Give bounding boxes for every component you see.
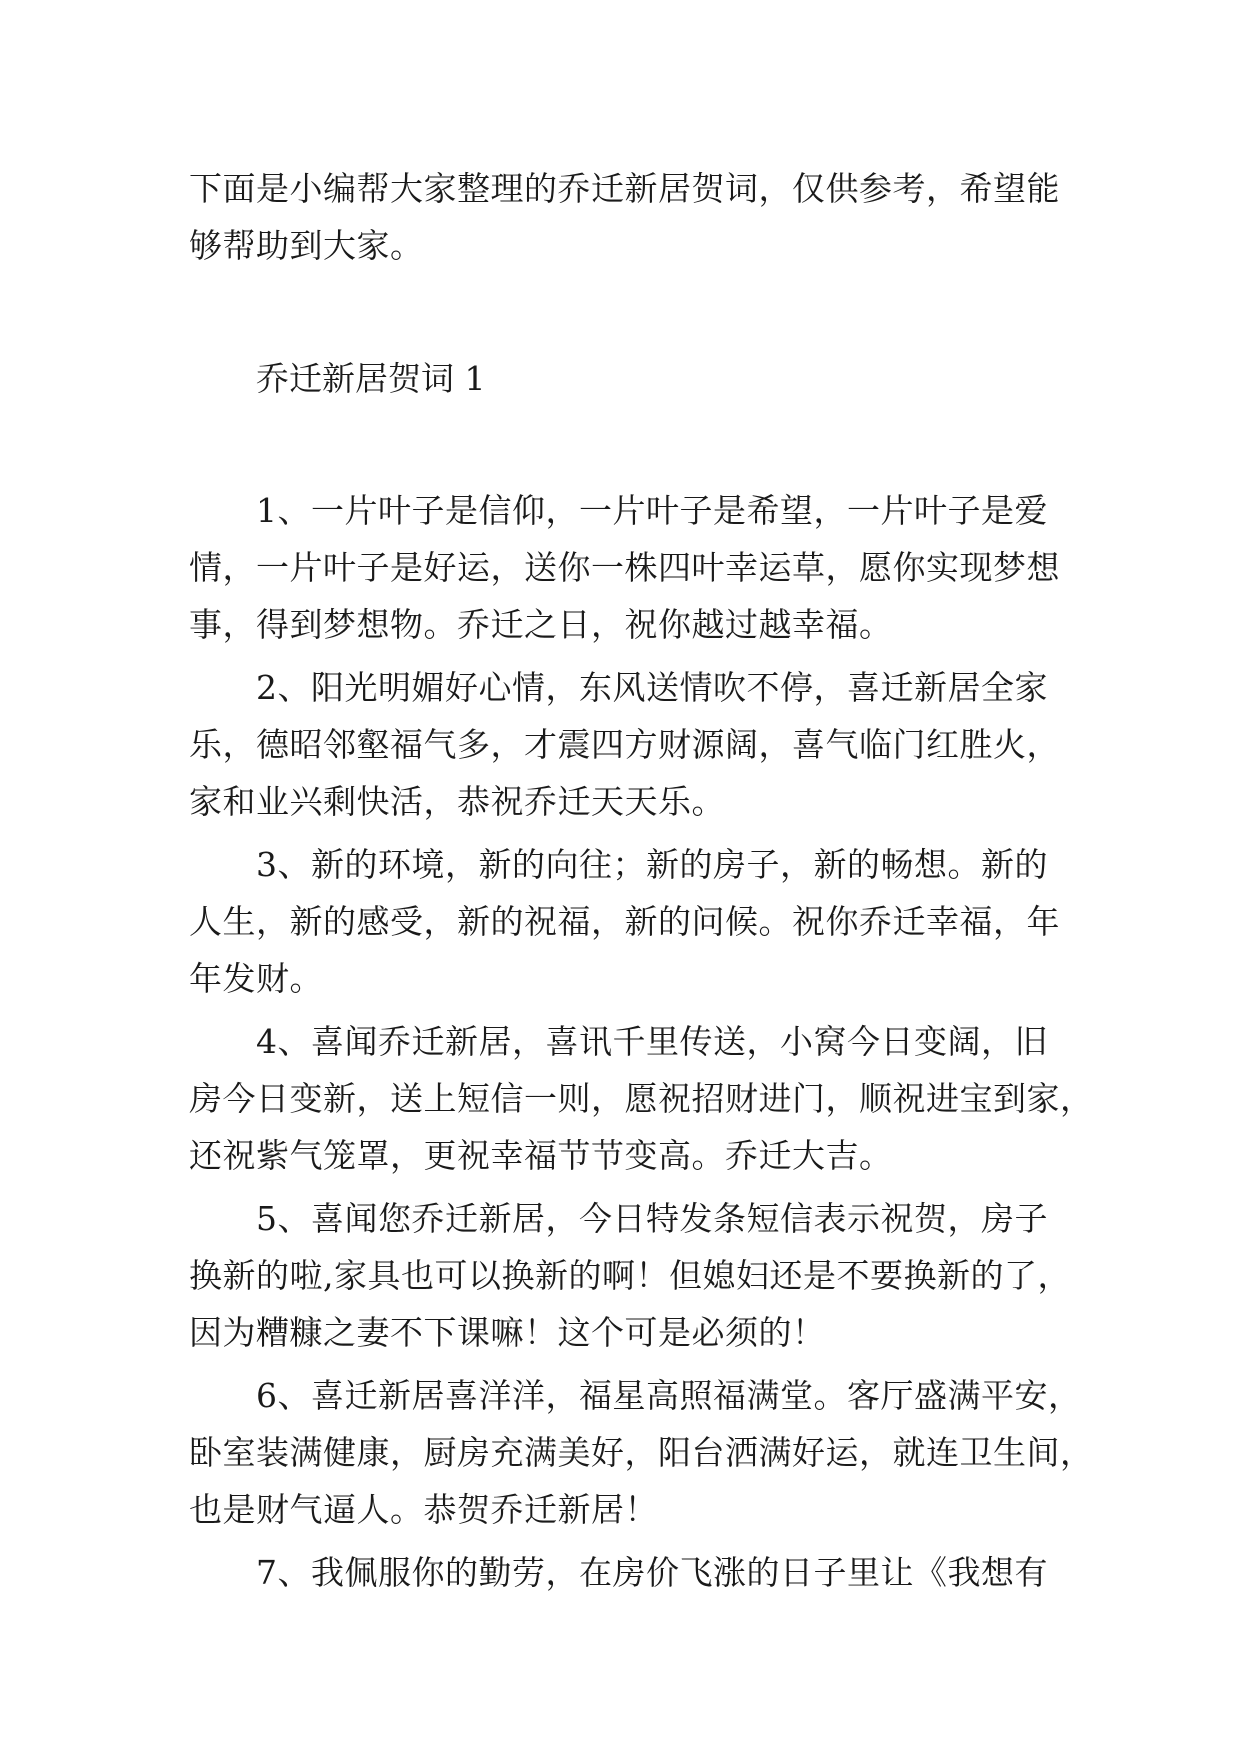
item-5 — [189, 1190, 1071, 1361]
item-line: 年发财。 — [189, 959, 323, 998]
document-page — [189, 160, 1094, 1607]
item-line: 因为糟糠之妻不下课嘛！这个可是必须的！ — [189, 1313, 826, 1352]
item-4 — [189, 1013, 1094, 1184]
item-6 — [189, 1367, 1094, 1538]
item-line: 3、新的环境，新的向往；新的房子，新的畅想。新的 — [256, 845, 1048, 884]
item-line: 还祝紫气笼罩，更祝幸福节节变高。乔迁大吉。 — [189, 1136, 893, 1175]
item-2 — [189, 659, 1060, 830]
item-line: 家和业兴剩快活，恭祝乔迁天天乐。 — [189, 782, 725, 821]
item-line: 也是财气逼人。恭贺乔迁新居！ — [189, 1490, 658, 1529]
item-line: 4、喜闻乔迁新居，喜讯千里传送，小窝今日变阔，旧 — [256, 1022, 1048, 1061]
intro-paragraph — [189, 160, 1060, 274]
item-1 — [189, 482, 1060, 653]
item-line: 1、一片叶子是信仰，一片叶子是希望，一片叶子是爱 — [256, 491, 1048, 530]
item-line: 人生，新的感受，新的祝福，新的问候。祝你乔迁幸福，年 — [189, 902, 1060, 941]
item-line: 情，一片叶子是好运，送你一株四叶幸运草，愿你实现梦想 — [189, 548, 1060, 587]
intro-line: 下面是小编帮大家整理的乔迁新居贺词，仅供参考，希望能 — [189, 169, 1060, 208]
item-line: 换新的啦,家具也可以换新的啊！但媳妇还是不要换新的了， — [189, 1256, 1071, 1295]
item-line: 卧室装满健康，厨房充满美好，阳台洒满好运，就连卫生间， — [189, 1433, 1094, 1472]
item-line: 2、阳光明媚好心情，东风送情吹不停，喜迁新居全家 — [256, 668, 1048, 707]
item-line: 房今日变新，送上短信一则，愿祝招财进门，顺祝进宝到家， — [189, 1079, 1094, 1118]
intro-line: 够帮助到大家。 — [189, 226, 424, 265]
item-3 — [189, 836, 1060, 1007]
item-line: 事，得到梦想物。乔迁之日，祝你越过越幸福。 — [189, 605, 893, 644]
item-7 — [189, 1544, 1051, 1601]
item-line: 5、喜闻您乔迁新居，今日特发条短信表示祝贺，房子 — [256, 1199, 1048, 1238]
item-line: 7、我佩服你的勤劳，在房价飞涨的日子里让《我想有 — [256, 1553, 1048, 1592]
item-line: 乐，德昭邻壑福气多，才震四方财源阔，喜气临门红胜火， — [189, 725, 1060, 764]
section-heading: 乔迁新居贺词 1 — [256, 359, 486, 398]
item-line: 6、喜迁新居喜洋洋，福星高照福满堂。客厅盛满平安， — [256, 1376, 1082, 1415]
